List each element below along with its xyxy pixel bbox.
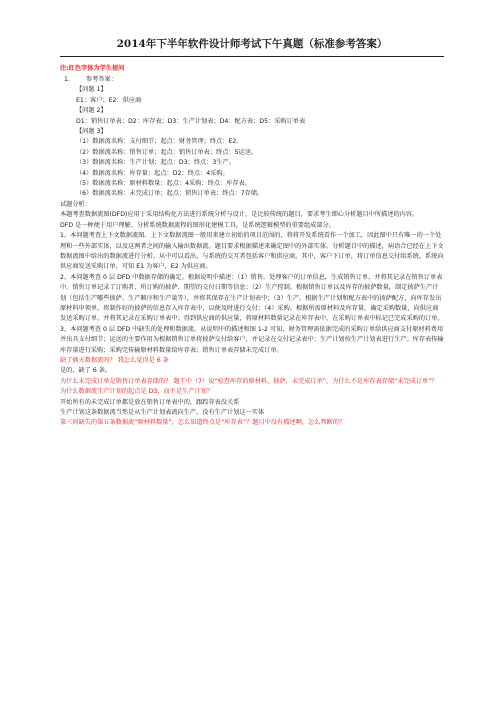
red-note: 注:红色字体为学生提问 <box>60 65 125 72</box>
analysis-paragraph: 本题考查数据流图(DFD)应用于采用结构化方法进行系统分析与设计，是比较传统的题目，要求考生细心分析题目中所描述的内容。 <box>60 211 419 219</box>
answer-line: 【问题 2】 <box>76 107 107 115</box>
student-question: 为什么未完成订单是销售订单表存储的？ 题干中（7）说“检查库存的原材料，披萨，未完成订单”，为什么不是库存表存储“未完成订单”？ <box>60 377 438 385</box>
analysis-title: 试题分析： <box>60 200 91 208</box>
answer-line: （6）数据流名称：未完成订单；起点：销售订单表；终点：7存储。 <box>76 190 264 198</box>
student-question: 缺了俩天数据流吗？ 我怎么觉得是 6 条 <box>60 356 169 364</box>
answer-line: （3）数据流名称：生产计划；起点：D3；终点：3生产。 <box>76 159 235 167</box>
answer-line: （5）数据流名称：原材料数量；起点：4采购；终点：库存表。 <box>76 180 251 188</box>
answer-line: D1：销售订单表；D2：库存表；D3：生产计划表；D4：配方表；D5：采购订单表 <box>76 117 306 125</box>
answer-line: （2）数据流名称：销售订单；起点：销售订单表；终点：5运送。 <box>76 148 258 156</box>
answer-label: 参考答案： <box>86 76 117 83</box>
answer-line: 【问题 1】 <box>76 86 107 94</box>
analysis-paragraph: 1、本问题考查上下文数据流图。上下文数据流图一般用来建立初始的项目范围的，将将开发系统看作一个加工，因此图中只有唯一的一个处理和一些外部实体，以及这两者之间的输入输出数据流。题目要求根据描述来确定图中的外部实体。分析题目中的描述，病语合已经在上下文数据流图中给出的数据流进行分析。从中可以看出，与系统的交互者包括客户和供应商。其中，客户下订单，将订单信息交付给系统，系统向供应商发送采购订单，可知 E1 为客户，E2 为供应商。 <box>60 232 444 271</box>
answer-line: 【问题 3】 <box>76 128 107 136</box>
answer-lines <box>60 85 444 199</box>
analysis-paragraph: 生产计划这条数据流当然是从生产计划表流向生产，没有生产计划这一实体 <box>60 409 265 416</box>
analysis-paragraphs <box>60 210 444 429</box>
student-question: 第三问缺失的第五条数据流“原材料数量”，怎么知道终点是“库存表”？题目中没有描述啊，怎么判断的？ <box>60 419 346 427</box>
answer-line: （4）数据流名称：库存量；起点：D2；终点：4采购。 <box>76 169 229 177</box>
analysis-paragraph: 3、本问题考查 0 层 DFD 中缺失的处理和数据流。从说明中的描述和图 1-2 可知，财务管理需依据完成的采购订单给供应商支付原材料费用并出具支付细节；运送的主要作用为根据销售订单将披萨交付给客户，并记录在交付记录表中；生产计划按生产计划表进行生产；库存表传输库存量进行采购；采购完传输原材料数量给库存表；销售订单表存储未完成订单。 <box>60 325 444 354</box>
answer-heading <box>60 75 444 85</box>
answer-line: E1：客户；E2：供应商 <box>76 96 142 104</box>
analysis-paragraph: 是的，缺了 6 条。 <box>60 367 112 375</box>
item-number: 1. <box>64 76 70 83</box>
analysis-paragraph: 2、本问题考查 0 层 DFD 中数据存储的确定。根据说明中描述：（1）销售。处理客户的订单信息，生成销售订单，并将其记录在销售订单表中。销售订单记录了订购者、所订购的披萨、期望的交付日期等信息；（2）生产控制。根据销售订单以及库存的披萨数量，制定披萨生产计划（包括生产哪些披萨、生产顺序和生产量等），并将其保存在生产计划表中；（3）生产。根据生产计划和配方表中的披萨配方，向库存发出原材料申领单，将制作好的披萨的信息存入库存表中，以便及时进行交付；（4）采购。根据所需原材料及库存量，确定采购数量，向供应商发送采购订单，并将其记录在采购订单表中；得到供应商的供应量，将原材料数量记录在库存表中，在采购订单表中标记已完成采购的订单。 <box>60 273 444 323</box>
page-title: 2014年下半年软件设计师考试下午真题（标准参考答案） <box>60 36 444 57</box>
student-question: 为什么数据流生产计划的起点是 D3，而不是生产计划？ <box>60 388 213 396</box>
analysis-paragraph: 开始所有的未完成订单都是放在销售订单表中的，跟踪存表没关系 <box>60 398 240 406</box>
analysis-paragraph: DFD 是一种便于用户理解、分析系统数据流程的图形化建模工具，是系统逻辑模型的重要组成部分。 <box>60 221 335 229</box>
answer-line: （1）数据流名称：支付细节；起点：财务管理；终点：E2。 <box>76 138 243 146</box>
